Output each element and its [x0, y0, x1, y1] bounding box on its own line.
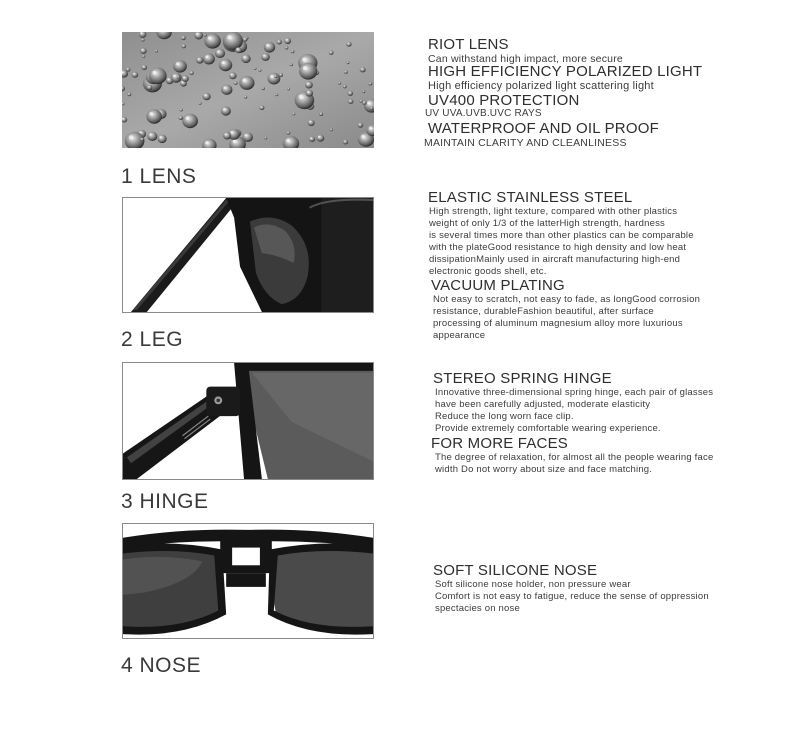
water-droplet	[215, 49, 225, 58]
water-droplet	[343, 85, 347, 88]
water-droplet	[329, 51, 334, 55]
water-droplet	[305, 81, 313, 88]
droplet-highlight	[204, 94, 206, 96]
droplet-highlight	[149, 133, 151, 135]
water-droplets-picture	[122, 32, 374, 148]
droplet-highlight	[160, 136, 162, 138]
water-droplet	[346, 61, 349, 64]
feature-text: Provide extremely comfortable wearing experience.	[435, 423, 661, 434]
water-droplet	[299, 63, 317, 80]
water-droplet	[268, 73, 281, 85]
feature-title: WATERPROOF AND OIL PROOF	[428, 120, 659, 137]
droplet-highlight	[369, 127, 372, 130]
water-droplet	[235, 47, 242, 53]
droplet-highlight	[208, 36, 212, 40]
hinge-image	[122, 362, 374, 480]
droplet-highlight	[237, 48, 238, 49]
water-droplet	[141, 65, 147, 70]
water-droplet	[261, 53, 270, 61]
water-droplet	[147, 132, 157, 141]
water-droplet	[262, 87, 265, 90]
feature-text: processing of aluminum magnesium alloy more luxurious	[433, 318, 683, 329]
feature-text: Reduce the long worn face clip.	[435, 411, 574, 422]
droplet-highlight	[173, 75, 175, 77]
feature-title: ELASTIC STAINLESS STEEL	[428, 189, 633, 206]
droplet-highlight	[367, 102, 370, 105]
water-droplet	[146, 109, 162, 123]
feature-text: The degree of relaxation, for almost all the people wearing face	[435, 452, 714, 463]
water-droplet	[343, 140, 348, 145]
water-droplet	[360, 100, 363, 103]
droplet-highlight	[243, 79, 246, 82]
leg-features	[429, 190, 700, 342]
water-droplet	[348, 91, 354, 96]
droplet-highlight	[167, 78, 169, 80]
water-droplet	[179, 116, 183, 120]
droplet-highlight	[286, 39, 288, 41]
water-droplet	[290, 63, 293, 66]
droplet-highlight	[223, 108, 225, 110]
droplet-highlight	[225, 133, 227, 135]
caption-hinge: 3 HINGE	[121, 490, 209, 513]
droplet-highlight	[302, 58, 306, 62]
water-droplet	[285, 46, 289, 49]
water-droplet	[196, 57, 203, 64]
feature-text: UV UVA.UVB.UVC RAYS	[425, 108, 542, 119]
feature-text: with the plateGood resistance to high density and low heat	[429, 242, 687, 253]
feature-text: Comfort is not easy to fatigue, reduce the sense of oppression	[435, 591, 709, 602]
water-droplet	[221, 106, 231, 115]
droplet-highlight	[142, 49, 143, 50]
droplet-highlight	[176, 62, 179, 65]
water-droplet	[132, 72, 138, 78]
water-droplet	[308, 120, 315, 126]
droplet-highlight	[150, 112, 153, 115]
caption-leg: 2 LEG	[121, 328, 184, 351]
feature-text: is several times more than other plastics can be comparable	[429, 230, 694, 241]
droplet-highlight	[303, 66, 307, 70]
water-droplet	[142, 55, 145, 58]
droplet-highlight	[361, 135, 365, 139]
feature-title: FOR MORE FACES	[431, 435, 568, 452]
water-droplet	[274, 75, 277, 78]
feature-text: High efficiency polarized light scattering light	[428, 80, 654, 92]
water-droplet	[275, 93, 278, 96]
water-droplet	[241, 54, 250, 63]
water-droplet	[223, 132, 231, 140]
feature-text: Not easy to scratch, not easy to fade, as longGood corrosion	[433, 294, 701, 305]
feature-text: resistance, durableFashion beautiful, after surface	[433, 306, 654, 317]
droplet-highlight	[153, 71, 157, 75]
water-droplet	[199, 102, 202, 105]
droplet-highlight	[122, 118, 123, 119]
water-droplet	[358, 123, 364, 128]
droplet-highlight	[206, 56, 209, 59]
feature-text: dissipationMainly used in aircraft manufacturing high-end	[429, 254, 681, 265]
water-droplet	[155, 50, 158, 53]
water-droplet	[264, 137, 267, 140]
droplet-highlight	[286, 139, 290, 143]
water-droplet	[219, 59, 232, 71]
droplet-highlight	[310, 138, 311, 139]
droplet-highlight	[205, 141, 208, 144]
water-droplet	[370, 107, 373, 110]
droplet-highlight	[196, 33, 198, 35]
water-droplet	[292, 113, 295, 116]
water-droplet	[127, 92, 131, 96]
water-droplet	[264, 42, 275, 53]
droplet-highlight	[227, 35, 231, 39]
water-droplet	[182, 114, 198, 129]
nose-features	[433, 563, 709, 615]
water-droplet	[149, 68, 167, 85]
feature-title: VACUUM PLATING	[431, 277, 565, 294]
water-droplet	[287, 131, 291, 134]
water-droplet	[258, 69, 261, 72]
water-droplet	[181, 36, 186, 40]
feature-title: STEREO SPRING HINGE	[433, 370, 612, 387]
nose-bridge-picture	[123, 524, 373, 638]
water-droplet	[182, 75, 189, 82]
water-droplet	[254, 67, 257, 70]
droplet-highlight	[266, 44, 269, 47]
droplet-highlight	[299, 95, 303, 99]
droplet-highlight	[243, 56, 245, 58]
feature-text: have been carefully adjusted, moderate elasticity	[435, 399, 651, 410]
water-droplet	[177, 76, 180, 79]
lens-features	[424, 36, 703, 149]
water-droplet	[180, 108, 183, 111]
feature-title: UV400 PROTECTION	[428, 92, 580, 109]
water-droplet	[244, 96, 247, 99]
caption-lens: 1 LENS	[121, 165, 197, 188]
droplet-highlight	[245, 134, 247, 136]
water-droplet	[284, 38, 291, 44]
caption-nose: 4 NOSE	[121, 654, 202, 677]
droplet-highlight	[198, 58, 200, 60]
water-droplet	[309, 136, 315, 142]
water-droplet	[158, 135, 167, 144]
lens-image	[122, 32, 374, 148]
droplet-highlight	[183, 77, 185, 79]
droplet-highlight	[307, 91, 309, 93]
water-droplet	[203, 53, 215, 64]
feature-text: Soft silicone nose holder, non pressure wear	[435, 579, 631, 590]
water-droplet	[140, 138, 144, 141]
water-droplet	[348, 99, 353, 104]
water-droplet	[306, 90, 313, 97]
droplet-highlight	[139, 132, 141, 134]
droplet-highlight	[233, 139, 237, 143]
water-droplet	[360, 67, 366, 72]
water-droplet	[344, 70, 348, 74]
droplet-highlight	[222, 61, 225, 64]
water-droplet	[204, 33, 221, 48]
water-droplet	[203, 93, 211, 101]
water-droplet	[330, 128, 333, 131]
water-droplet	[291, 50, 295, 53]
water-droplet	[239, 76, 254, 90]
water-droplet	[189, 71, 193, 75]
spring-hinge-picture	[123, 363, 373, 479]
leg-image	[122, 197, 374, 313]
droplet-highlight	[318, 136, 320, 138]
feature-text: High strength, light texture, compared with other plastics	[429, 206, 678, 217]
droplet-highlight	[141, 32, 143, 34]
feature-text: appearance	[433, 330, 486, 341]
feature-text: Can withstand high impact, more secure	[428, 53, 623, 65]
water-droplet	[279, 73, 283, 77]
water-droplet	[277, 40, 282, 45]
water-droplet	[338, 82, 341, 85]
water-droplet	[287, 88, 290, 91]
droplet-highlight	[309, 121, 311, 123]
feature-title: RIOT LENS	[428, 36, 509, 53]
water-droplet	[204, 34, 207, 37]
water-droplet	[229, 72, 237, 79]
sunglasses-leg-picture	[123, 198, 373, 312]
nose-image	[122, 523, 374, 639]
water-droplet	[171, 73, 182, 83]
droplet-highlight	[224, 87, 226, 89]
droplet-highlight	[307, 83, 309, 85]
water-droplet	[140, 48, 147, 54]
water-droplet	[317, 135, 325, 142]
droplet-highlight	[263, 55, 265, 57]
water-droplet	[173, 60, 187, 73]
feature-text: electronic goods shell, etc.	[429, 266, 547, 277]
droplet-highlight	[186, 117, 189, 120]
droplet-highlight	[270, 75, 273, 78]
feature-title: HIGH EFFICIENCY POLARIZED LIGHT	[428, 63, 703, 80]
droplet-highlight	[182, 81, 184, 83]
water-droplet	[243, 37, 248, 41]
droplet-highlight	[231, 74, 233, 76]
droplet-highlight	[217, 51, 219, 53]
hinge-features	[433, 371, 713, 476]
water-droplet	[369, 82, 373, 85]
feature-text: Innovative three-dimensional spring hinge, each pair of glasses	[435, 387, 714, 398]
water-droplet	[223, 32, 243, 50]
water-droplet	[319, 112, 323, 116]
water-droplet	[259, 105, 264, 110]
droplet-highlight	[133, 73, 134, 74]
water-droplet	[182, 44, 187, 48]
water-droplet	[234, 81, 238, 85]
droplet-highlight	[231, 131, 234, 134]
droplet-highlight	[129, 135, 133, 139]
feature-title: SOFT SILICONE NOSE	[433, 562, 598, 579]
water-droplet	[346, 42, 351, 47]
feature-text: width Do not worry about size and face matching.	[435, 464, 653, 475]
feature-text: weight of only 1/3 of the latterHigh strength, hardness	[429, 218, 665, 229]
feature-text: MAINTAIN CLARITY AND CLEANLINESS	[424, 137, 627, 149]
feature-text: spectacies on nose	[435, 603, 520, 614]
water-droplet	[141, 38, 144, 41]
water-droplet	[221, 85, 232, 95]
water-droplet	[147, 85, 153, 90]
water-droplet	[362, 90, 365, 93]
